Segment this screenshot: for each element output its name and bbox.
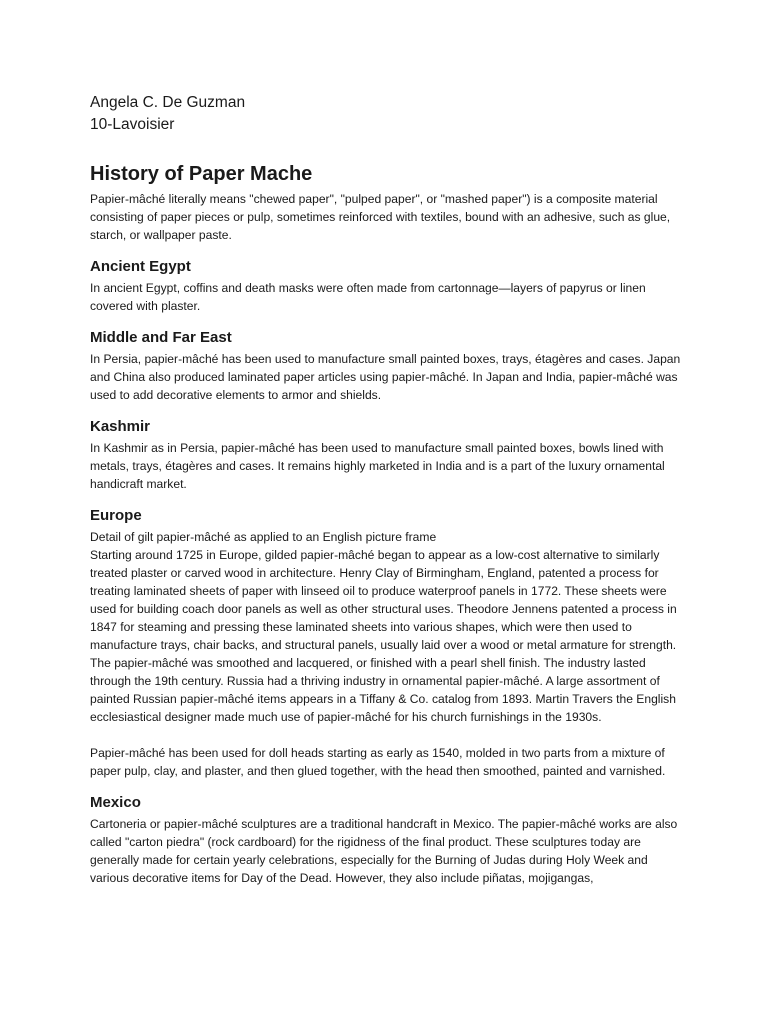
section-heading-europe: Europe — [90, 507, 142, 524]
image-caption-europe: Detail of gilt papier-mâché as applied to an English picture frame — [90, 530, 437, 544]
section-text-kashmir: In Kashmir as in Persia, papier-mâché has been used to manufacture small painted boxes, bowls lined with metals, trays, étagères and cases. It remains highly marketed in India and is a part of the luxury ornamental handicraft market. — [90, 441, 665, 491]
section-heading-mexico: Mexico — [90, 794, 141, 811]
section-text-egypt: In ancient Egypt, coffins and death masks were often made from cartonnage—layers of papyrus or linen covered with plaster. — [90, 281, 646, 313]
section-heading-egypt: Ancient Egypt — [90, 258, 191, 275]
section-text-east: In Persia, papier-mâché has been used to manufacture small painted boxes, trays, étagères and cases. Japan and China also produced laminated paper articles using papier-mâché. In Japan and India, papier-mâché was used to add decorative elements to armor and shields. — [90, 352, 681, 402]
page-title: History of Paper Mache — [90, 163, 313, 185]
intro-paragraph: Papier-mâché literally means "chewed paper", "pulped paper", or "mashed paper") is a composite material consisting of paper pieces or pulp, sometimes reinforced with textiles, bound with an adhesive, such as glue, starch, or wallpaper paste. — [90, 192, 671, 242]
section-text-europe-dolls: Papier-mâché has been used for doll heads starting as early as 1540, molded in two parts from a mixture of paper pulp, clay, and plaster, and then glued together, with the head then smoothed, painted and varnished. — [90, 746, 666, 778]
author-section: 10-Lavoisier — [90, 116, 175, 133]
section-text-europe: Starting around 1725 in Europe, gilded papier-mâché began to appear as a low-cost alternative to similarly treated plaster or carved wood in architecture. Henry Clay of Birmingham, England, patented a process for treating laminated sheets of paper with linseed oil to produce waterproof panels in 1772. These sheets were used for building coach door panels as well as other structural uses. Theodore Jennens patented a process in 1847 for steaming and pressing these laminated sheets into various shapes, which were then used to manufacture trays, chair backs, and structural panels, usually laid over a wood or metal armature for strength. The papier-mâché was smoothed and lacquered, or finished with a pearl shell finish. The industry lasted through the 19th century. Russia had a thriving industry in ornamental papier-mâché. A large assortment of painted Russian papier-mâché items appears in a Tiffany & Co. catalog from 1893. Martin Travers the English ecclesiastical designer made much use of papier-mâché for his church furnishings in the 1930s. — [90, 548, 677, 724]
section-heading-kashmir: Kashmir — [90, 418, 151, 435]
section-text-mexico: Cartoneria or papier-mâché sculptures are a traditional handcraft in Mexico. The papier-mâché works are also called "carton piedra" (rock cardboard) for the rigidness of the final product. These sculptures today are generally made for certain yearly celebrations, especially for the Burning of Judas during Holy Week and various decorative items for Day of the Dead. However, they also include piñatas, mojigangas, — [90, 817, 678, 885]
section-heading-east: Middle and Far East — [90, 329, 232, 346]
author-name: Angela C. De Guzman — [90, 94, 246, 111]
